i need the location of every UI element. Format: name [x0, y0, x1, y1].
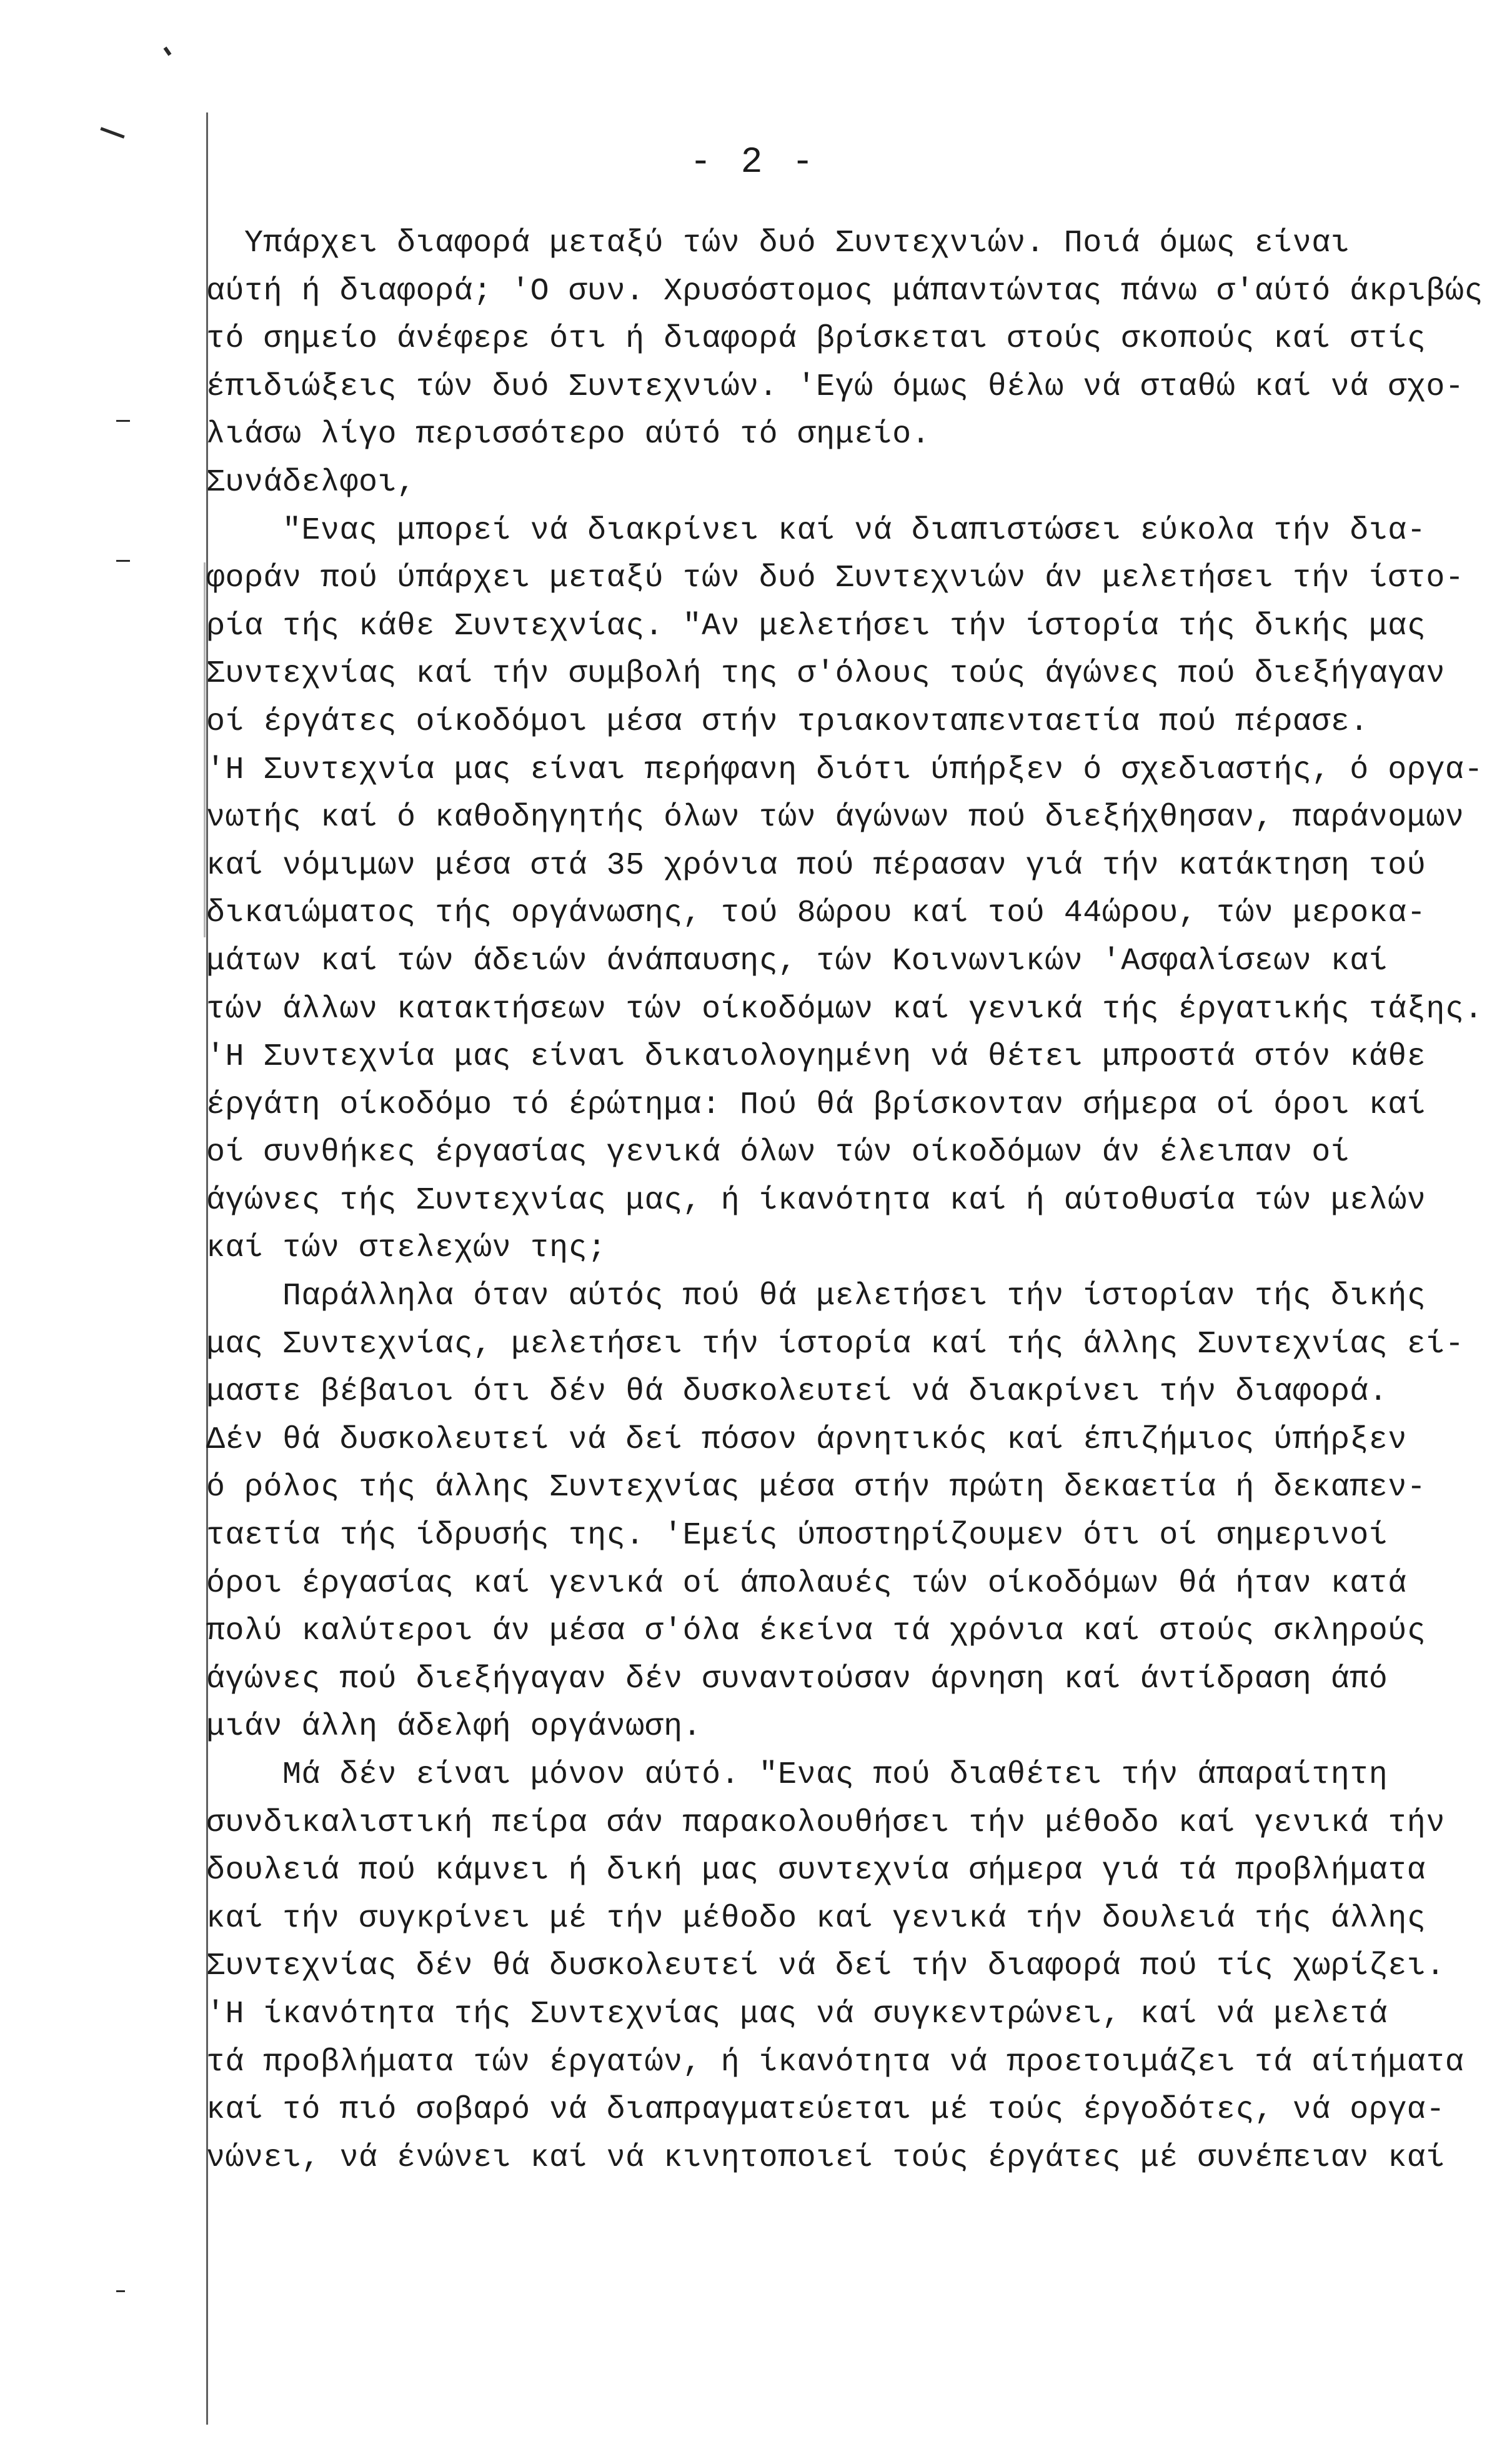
text-line: "Ενας μπορεί νά διακρίνει καί νά διαπιστώσει εύκολα τήν δια- — [206, 512, 1426, 549]
text-line: μιάν άλλη άδελφή οργάνωση. — [206, 1709, 702, 1745]
text-line: ό ρόλος τής άλλης Συντεχνίας μέσα στήν πρώτη δεκαετία ή δεκαπεν- — [206, 1470, 1426, 1506]
text-line: έπιδιώξεις τών δυό Συντεχνιών. 'Εγώ όμως θέλω νά σταθώ καί νά σχο- — [206, 369, 1465, 405]
body-text — [206, 220, 1487, 2182]
scan-mark — [116, 2290, 125, 2292]
text-line: έργάτη οίκοδόμο τό έρώτημα: Πού θά βρίσκονταν σήμερα οί όροι καί — [206, 1087, 1426, 1123]
text-line: Παράλληλα όταν αύτός πού θά μελετήσει τήν ίστορίαν τής δικής — [206, 1279, 1426, 1315]
text-line: 'Η Συντεχνία μας είναι δικαιολογημένη νά θέτει μπροστά στόν κάθε — [206, 1039, 1426, 1075]
text-line: καί τήν συγκρίνει μέ τήν μέθοδο καί γενικά τήν δουλειά τής άλλης — [206, 1900, 1426, 1937]
text-line: Συντεχνίας δέν θά δυσκολευτεί νά δεί τήν διαφορά πού τίς χωρίζει. — [206, 1948, 1445, 1985]
text-line: 'Η ίκανότητα τής Συντεχνίας μας νά συγκεντρώνει, καί νά μελετά — [206, 1996, 1388, 2032]
scan-mark — [116, 560, 130, 562]
text-line: 'Η Συντεχνία μας είναι περήφανη διότι ύπήρξεν ό σχεδιαστής, ό οργα- — [206, 752, 1483, 788]
scan-mark — [164, 47, 172, 56]
text-line: μας Συντεχνίας, μελετήσει τήν ίστορία καί τής άλλης Συντεχνίας εί- — [206, 1326, 1465, 1362]
scan-mark — [116, 420, 130, 422]
text-line: καί νόμιμων μέσα στά 35 χρόνια πού πέρασαν γιά τήν κατάκτηση τού — [206, 847, 1426, 884]
text-line: οί έργάτες οίκοδόμοι μέσα στήν τριακονταπενταετία πού πέρασε. — [206, 704, 1369, 740]
text-line: μαστε βέβαιοι ότι δέν θά δυσκολευτεί νά διακρίνει τήν διαφορά. — [206, 1374, 1388, 1410]
text-line: καί τών στελεχών της; — [206, 1230, 607, 1267]
text-line: δουλειά πού κάμνει ή δική μας συντεχνία σήμερα γιά τά προβλήματα — [206, 1853, 1426, 1889]
scan-mark — [100, 127, 124, 138]
text-line: τά προβλήματα τών έργατών, ή ίκανότητα νά προετοιμάζει τά αίτήματα — [206, 2044, 1465, 2080]
text-line: λιάσω λίγο περισσότερο αύτό τό σημείο. — [206, 417, 931, 453]
text-line: νώνει, νά ένώνει καί νά κινητοποιεί τούς έργάτες μέ συνέπειαν καί — [206, 2140, 1445, 2176]
text-line: Υπάρχει διαφορά μεταξύ τών δυό Συντεχνιών. Ποιά όμως είναι — [206, 226, 1350, 261]
text-line: Συντεχνίας καί τήν συμβολή της σ'όλους τούς άγώνες πού διεξήγαγαν — [206, 656, 1445, 692]
text-line: τό σημείο άνέφερε ότι ή διαφορά βρίσκεται στούς σκοπούς καί στίς — [206, 321, 1426, 357]
text-line: οί συνθήκες έργασίας γενικά όλων τών οίκοδόμων άν έλειπαν οί — [206, 1135, 1350, 1171]
text-line: μάτων καί τών άδειών άνάπαυσης, τών Κοινωνικών 'Ασφαλίσεων καί — [206, 943, 1388, 979]
text-line: νωτής καί ό καθοδηγητής όλων τών άγώνων πού διεξήχθησαν, παράνομων — [206, 800, 1465, 836]
left-margin-rule-secondary — [204, 562, 206, 937]
text-line: πολύ καλύτεροι άν μέσα σ'όλα έκείνα τά χρόνια καί στούς σκληρούς — [206, 1614, 1426, 1650]
text-line: καί τό πιό σοβαρό νά διαπραγματεύεται μέ τούς έργοδότες, νά οργα- — [206, 2092, 1445, 2128]
text-line: συνδικαλιστική πείρα σάν παρακολουθήσει τήν μέθοδο καί γενικά τήν — [206, 1805, 1445, 1841]
text-line: άγώνες τής Συντεχνίας μας, ή ίκανότητα καί ή αύτοθυσία τών μελών — [206, 1182, 1426, 1219]
text-line: Μά δέν είναι μόνον αύτό. "Ενας πού διαθέτει τήν άπαραίτητη — [206, 1757, 1388, 1793]
text-line: αύτή ή διαφορά; 'Ο συν. Χρυσόστομος μάπαντώντας πάνω σ'αύτό άκριβώς — [206, 273, 1483, 309]
text-line: Δέν θά δυσκολευτεί νά δεί πόσον άρνητικός καί έπιζήμιος ύπήρξεν — [206, 1422, 1407, 1458]
text-line: τών άλλων κατακτήσεων τών οίκοδόμων καί γενικά τής έργατικής τάξης. — [206, 991, 1483, 1027]
text-line: φοράν πού ύπάρχει μεταξύ τών δυό Συντεχνιών άν μελετήσει τήν ίστο- — [206, 561, 1465, 597]
text-line: δικαιώματος τής οργάνωσης, τού 8ώρου καί τού 44ώρου, τών μεροκα- — [206, 895, 1426, 932]
text-line: ρία τής κάθε Συντεχνίας. "Αν μελετήσει τήν ίστορία τής δικής μας — [206, 608, 1426, 644]
text-line: άγώνες πού διεξήγαγαν δέν συναντούσαν άρνηση καί άντίδραση άπό — [206, 1661, 1388, 1697]
text-line: όροι έργασίας καί γενικά οί άπολαυές τών οίκοδόμων θά ήταν κατά — [206, 1565, 1407, 1602]
text-line: Συνάδελφοι, — [206, 464, 416, 501]
page-number: - 2 - — [689, 142, 818, 183]
text-line: ταετία τής ίδρυσής της. 'Εμείς ύποστηρίζουμεν ότι οί σημερινοί — [206, 1518, 1388, 1554]
